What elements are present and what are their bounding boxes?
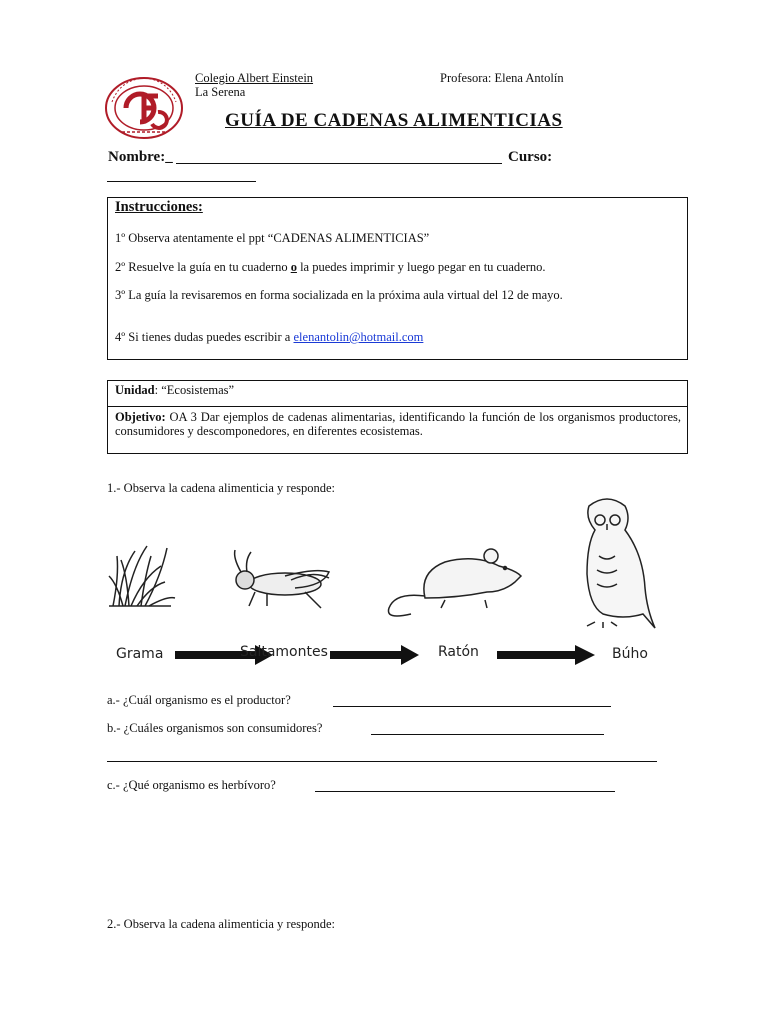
question-1a: a.- ¿Cuál organismo es el productor? bbox=[107, 693, 291, 707]
grass-icon bbox=[109, 546, 175, 606]
email-link[interactable]: elenantolin@hotmail.com bbox=[293, 330, 424, 344]
mouse-icon bbox=[388, 549, 521, 616]
unit-row bbox=[108, 381, 687, 407]
grasshopper-icon bbox=[235, 550, 329, 608]
question-1-prompt: 1.- Observa la cadena alimenticia y responde: bbox=[107, 481, 336, 495]
unit-text bbox=[115, 383, 681, 397]
instruction-3: 3º La guía la revisaremos en forma socializada en la próxima aula virtual del 12 de mayo. bbox=[115, 288, 563, 302]
school-info bbox=[195, 71, 313, 99]
objective-body: OA 3 Dar ejemplos de cadenas alimentarias, identificando la función de los organismos productores, consumidores y descomponedores, en diferentes ecosistemas. bbox=[115, 410, 681, 438]
name-line[interactable] bbox=[176, 163, 502, 164]
food-chain-diagram bbox=[105, 496, 670, 666]
instruction-4 bbox=[115, 330, 681, 344]
arrow-icon bbox=[175, 645, 595, 665]
organism-label-grasshopper: Saltamontes bbox=[240, 644, 328, 660]
instructions-box bbox=[107, 197, 688, 360]
school-city: La Serena bbox=[195, 85, 246, 99]
instruction-2-or: o bbox=[290, 260, 297, 274]
course-label: Curso: bbox=[508, 149, 553, 165]
teacher-name: Profesora: Elena Antolín bbox=[440, 71, 564, 85]
answer-line-1b-extra[interactable] bbox=[107, 761, 657, 762]
question-1b: b.- ¿Cuáles organismos son consumidores? bbox=[107, 721, 323, 735]
unit-label: Unidad bbox=[115, 383, 155, 397]
objective-label: Objetivo: bbox=[115, 410, 166, 424]
answer-line-1b[interactable] bbox=[371, 734, 604, 735]
organism-label-owl: Búho bbox=[612, 646, 648, 662]
school-name: Colegio Albert Einstein bbox=[195, 71, 314, 85]
instruction-2-part-c: la puedes imprimir y luego pegar en tu cuaderno. bbox=[296, 260, 546, 274]
objective-text bbox=[115, 410, 681, 438]
course-line[interactable] bbox=[107, 181, 256, 182]
instruction-1: 1º Observa atentamente el ppt “CADENAS ALIMENTICIAS” bbox=[115, 231, 430, 245]
unit-value: : “Ecosistemas” bbox=[154, 383, 235, 397]
instruction-4-text: 4º Si tienes dudas puedes escribir a bbox=[115, 330, 294, 344]
unit-box bbox=[107, 380, 688, 454]
page-title: GUÍA DE CADENAS ALIMENTICIAS bbox=[225, 110, 563, 131]
school-crest-icon bbox=[100, 72, 188, 142]
owl-icon bbox=[587, 499, 655, 628]
instruction-2 bbox=[115, 260, 681, 274]
instructions-heading: Instrucciones: bbox=[115, 199, 203, 215]
question-1c: c.- ¿Qué organismo es herbívoro? bbox=[107, 778, 276, 792]
organism-label-grass: Grama bbox=[116, 646, 164, 662]
organism-label-mouse: Ratón bbox=[438, 644, 479, 660]
answer-line-1a[interactable] bbox=[333, 706, 611, 707]
name-label: Nombre:_ bbox=[108, 149, 173, 165]
instruction-2-part-a: 2º Resuelve la guía en tu cuaderno bbox=[115, 260, 291, 274]
question-2-prompt: 2.- Observa la cadena alimenticia y responde: bbox=[107, 917, 336, 931]
answer-line-1c[interactable] bbox=[315, 791, 615, 792]
